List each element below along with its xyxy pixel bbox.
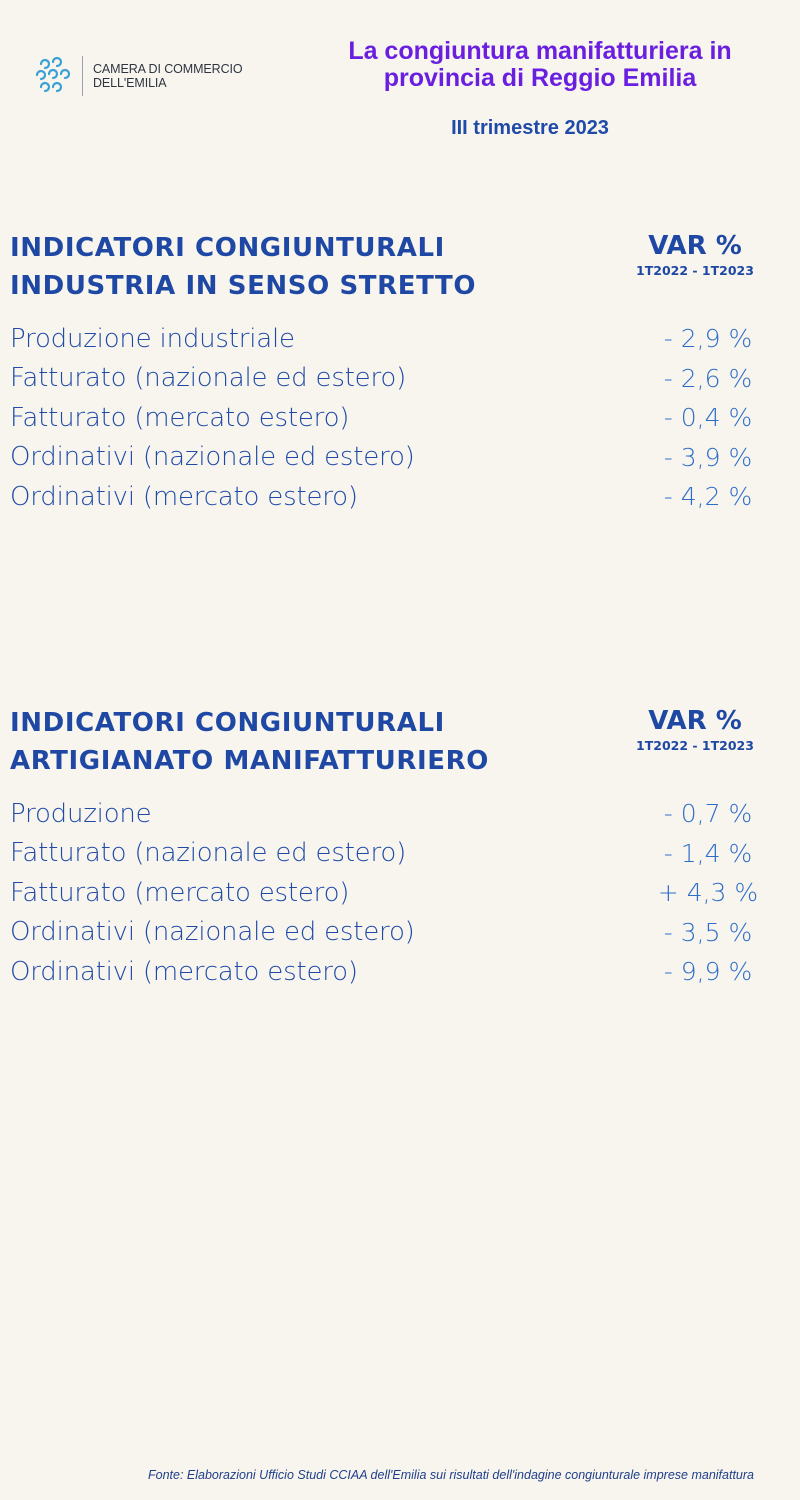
page-title-line-1: La congiuntura manifatturiera in [348,37,732,65]
indicator-label: Fatturato (mercato estero) [10,402,350,433]
indicator-value: - 3,5 % [663,917,753,947]
indicator-value: + 4,3 % [657,878,759,908]
indicator-row [10,834,770,874]
indicator-row [10,438,770,478]
indicator-value: - 9,9 % [663,957,753,987]
chamber-of-commerce-logo-icon [32,56,72,96]
section-industry [10,229,770,517]
indicator-label: Ordinativi (nazionale ed estero) [10,917,415,948]
section-title-line-1: INDICATORI CONGIUNTURALI [10,233,445,263]
indicator-value: - 3,9 % [663,442,753,472]
indicator-label: Ordinativi (nazionale ed estero) [10,442,415,473]
indicator-list [10,794,770,992]
var-label: VAR % [648,231,742,261]
section-title-line-2: INDUSTRIA IN SENSO STRETTO [10,271,477,301]
indicator-value: - 2,9 % [663,324,753,354]
indicator-value: - 4,2 % [663,482,753,512]
section-header [10,704,770,784]
logo-text [93,62,243,90]
var-header [620,704,770,754]
indicator-row [10,477,770,517]
indicator-value: - 0,7 % [663,799,753,829]
page-title-line-2: provincia di Reggio Emilia [383,64,697,92]
indicator-row [10,319,770,359]
var-label: VAR % [648,706,742,736]
indicator-row [10,359,770,399]
section-title-line-1: INDICATORI CONGIUNTURALI [10,708,445,738]
logo-line-1: CAMERA DI COMMERCIO [93,62,243,76]
indicator-row [10,873,770,913]
indicator-row [10,952,770,992]
indicator-label: Fatturato (mercato estero) [10,877,350,908]
logo-line-2: DELL'EMILIA [93,76,167,90]
page-subtitle: III trimestre 2023 [451,117,609,139]
logo-divider [82,56,83,96]
section-craft [10,704,770,992]
section-header [10,229,770,309]
source-footnote: Fonte: Elaborazioni Ufficio Studi CCIAA dell'Emilia sui risultati dell'indagine congiunturale imprese manifattura [148,1468,754,1482]
var-header [620,229,770,279]
indicator-row [10,398,770,438]
var-period: 1T2022 - 1T2023 [636,263,754,278]
indicator-value: - 2,6 % [663,363,753,393]
indicator-label: Ordinativi (mercato estero) [10,956,358,987]
indicator-value: - 1,4 % [663,838,753,868]
indicator-row [10,913,770,953]
indicator-label: Fatturato (nazionale ed estero) [10,838,407,869]
section-title-line-2: ARTIGIANATO MANIFATTURIERO [10,746,489,776]
indicator-label: Produzione industriale [10,323,295,354]
indicator-label: Fatturato (nazionale ed estero) [10,363,407,394]
var-period: 1T2022 - 1T2023 [636,738,754,753]
indicator-row [10,794,770,834]
indicator-list [10,319,770,517]
page-title [280,38,800,92]
indicator-label: Produzione [10,798,152,829]
indicator-label: Ordinativi (mercato estero) [10,481,358,512]
logo [32,56,243,96]
indicator-value: - 0,4 % [663,403,753,433]
